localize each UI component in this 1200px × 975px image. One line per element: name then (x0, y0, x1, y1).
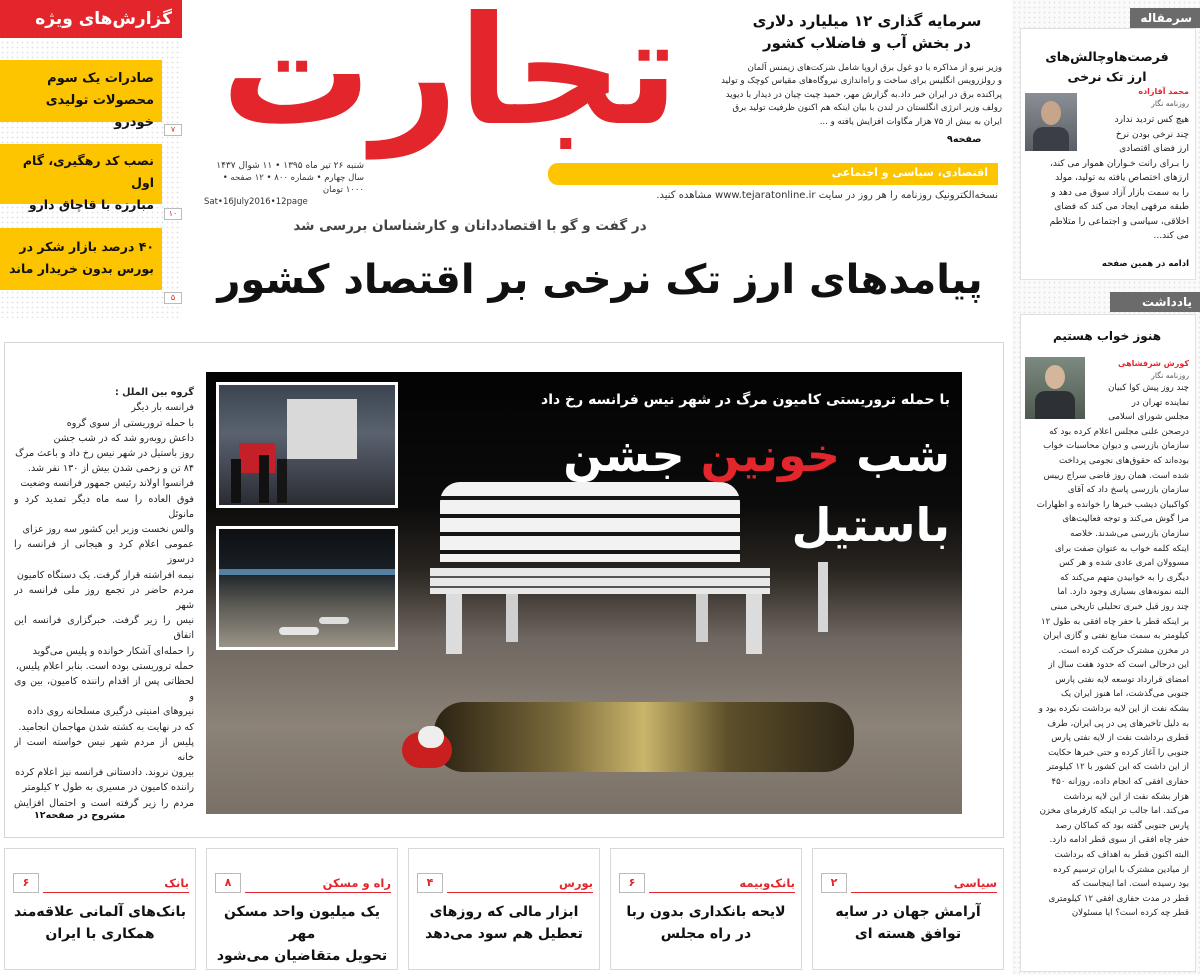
tagline-bar (548, 163, 998, 185)
top-story[interactable] (712, 10, 1002, 160)
tagline-text: اقتصادی، سیاسی و اجتماعی (831, 166, 988, 179)
inset-photo-truck (216, 382, 398, 508)
editorial-more-link[interactable]: ادامه در همین صفحه (1101, 259, 1189, 269)
note-author: کورش شرفشاهی (1118, 359, 1189, 368)
top-story-page-ref: صفحه۹ (947, 134, 982, 145)
headline-part-1: شب (856, 428, 950, 482)
issue-number: سال چهارم • شماره ۸۰۰ • ۱۲ صفحه • ۱۰۰۰ تومان (222, 173, 364, 195)
issue-date-block (204, 160, 364, 207)
card-category: سیاسی (851, 873, 997, 893)
card-category: بانک (43, 873, 189, 893)
photo-story-kicker: با حمله تروریستی کامیون مرگ در شهر نیس فرانسه رخ داد (541, 392, 950, 408)
editorial-box[interactable] (1020, 28, 1196, 280)
bottom-card-stock[interactable] (408, 848, 600, 970)
editorial-title: فرصت‌هاوچالش‌های ارز تک نرخی (1045, 49, 1169, 84)
card-headline: بانک‌های آلمانی علاقه‌مند همکاری با ایران (13, 904, 187, 942)
main-headline[interactable]: پیامدهای ارز تک نرخی بر اقتصاد کشور (217, 257, 983, 303)
note-role: روزنامه نگار (1151, 371, 1189, 380)
note-body: چند روز پیش کوا کبیان نماینده تهران در مجلس شورای اسلامی درصحن علنی مجلس اعلام کرده بود که سازمان بازرسی و دیوان محاسبات خواب بوده‌اند که حقوق‌های نجومی پرداخت شده است. همان روز قاضی سراج رییس سازمان بازرسی پاسخ داد که آقای کواکبیان دیشب‌ خبرها را خوانده و اظهارات مرا گوش می‌کند و توجه فعالیت‌های سازمان بازرسی می‌شدند. خلاصه اینکه کلمه خواب به عنوان صفت برای مسوولان امری عادی شده و هر کس دیگری را به خوابیدن متهم می‌کند که البته نمونه‌های بسیاری وجود دارد. اما چند روز قبل خبری تحلیلی تاریخی مبنی بر اینکه قطر با حفر چاه افقی به طول ۱۲ کیلومتر به سمت منابع نفتی و گازی ایران در مخزن مشترک حرکت کرده است. این درحالی است که حدود هفت سال از امضای قرارداد توسعه لایه نفتی پارس جنوبی می‌گذشت، اما هنوز ایران یک بشکه نفت از این لایه برداشت نکرده بود و به دلیل تاخیرهای پی در پی ایران، طرف قطری برداشت نفت از لایه نفتی پارس جنوبی را آغاز کرده و حتی خبرها حکایت از این داشت که این کشور با ۱۲ کیلومتر حفاری افقی که انجام داده، روزانه ۴۵۰ هزار بشکه نفت از این لایه برداشت می‌کند. اما جالب‌ تر اینکه کارفرمای مخزن پارس جنوبی گفته بود که کماکان رصد حفر چاه افقی از سوی قطر ادامه دارد. البته اکنون قطر به اهداف که برداشت از میادین مشترک با ایران ترسیم کرده بود رسیده است. اما اینجاست که قطر در مدت حفاری افقی ۱۲ کیلومتری قطر چه کرده است؟ ایا مسئولان (1036, 383, 1189, 919)
special-reports-title: گزارش‌های ویژه (0, 0, 182, 38)
left-article-continued[interactable]: مشروح در صفحه۱۲ (34, 810, 126, 821)
issue-date-en: Sat•16July2016•12page (204, 197, 308, 207)
editorial-body: هیچ کس تردید ندارد چند نرخی بودن نرخ ارز فضای اقتصادی را بـرای رانت خـواران هموار می کند، ارزهای اختصاص یافته به تولید، مولد را به سمت بازار آزاد سوق می دهد و طبقه مرفهی ایجاد می کند که فضای اخلاقی، سیاسی و اجتماعی را متلاطم می کند... (1049, 115, 1189, 241)
card-headline: یک میلیون واحد مسکن مهر تحویل متقاضیان می‌شود (216, 904, 388, 964)
report-title: صادرات یک سوم محصولات تولیدی خودرو (45, 71, 154, 130)
special-reports-panel (0, 0, 182, 318)
card-headline: آرامش جهان در سایه توافق هسته ای (835, 904, 981, 942)
bench-seat (430, 568, 770, 594)
report-page-number: ۷ (164, 124, 182, 136)
card-headline: لایحه بانکداری بدون ربا در راه مجلس (626, 904, 786, 942)
card-page-number: ۶ (13, 873, 39, 893)
report-page-number: ۵ (164, 292, 182, 304)
report-title: نصب کد رهگیری، گام اول مبارزه با قاچاق دارو (22, 153, 154, 212)
bench-leg (746, 594, 762, 654)
card-page-number: ۶ (619, 873, 645, 893)
card-headline: ابزار مالی که روزهای تعطیل هم سود می‌دهد (425, 904, 583, 942)
logo-text: تجارت (221, 2, 679, 159)
bottom-card-bank-insurance[interactable] (610, 848, 802, 970)
card-page-number: ۴ (417, 873, 443, 893)
editorial-tag: سرمقاله (1130, 8, 1200, 28)
bottom-card-bank[interactable] (4, 848, 196, 970)
inset-photo-promenade (216, 526, 398, 650)
note-tag: یادداشت (1110, 292, 1200, 312)
editorial-author: محمد آقازاده (1138, 87, 1189, 96)
report-card-3[interactable] (0, 228, 162, 290)
headline-part-2: جشن باستیل (563, 428, 950, 552)
top-story-body: وزیر نیرو از مذاکره با دو غول برق اروپا شامل شرکت‌های زیمنس آلمان و رولزرویس انگلیس برای ساخت و راه‌اندازی نیروگاه‌های مقیاس کوچک و تولید پراکنده برق در ایران خبر داد.به گزارش مهر، حمید چیت چیان در دیدار با دیوید رولف وزیر انرژی انگلستان در لندن با بیان اینکه هم اکنون ظرفیت تولید برق ایران به بیش از ۷۵ هزار مگاوات افزایش یافته و ... (721, 63, 1002, 127)
bench-leg (506, 594, 518, 642)
left-article-byline: گروه بین الملل : (115, 387, 194, 399)
note-title: هنوز خواب هستیم (1052, 329, 1162, 343)
left-article-text: فرانسه بار دیگر با حمله تروریستی از سوی گروه داعش روبه‌رو شد که در شب جشن روز باستیل در شهر نیس رخ داد و باعث مرگ ۸۴ تن و زخمی شدن بیش از ۱۳۰ نفر شد. فرانسوا اولاند رئیس جمهور فرانسه وضعیت فوق العاده را سه ماه دیگر تمدید کرد و مانوئل والس نخست وزیر این کشور سه روز عزای عمومی اعلام کرد و هیجانی از فرانسه را درسوز نیمه افراشته قرار گرفت. یک دستگاه کامیون مردم حاضر در تجمع روز ملی فرانسه در شهر نیس را زیر گرفت. خبرگزاری فرانسه این اتفاق را حمله‌ای آشکار خوانده و پلیس می‌گوید حمله تروریستی بوده است. بنابر اعلام پلیس، لحظاتی پس از اقدام راننده کامیون، بین وی و نیروهای امنیتی درگیری مسلحانه روی داده که در نهایت به کشته شدن مهاجمان انجامید. پلیس از مردم شهر نیس خواسته است از خانه بیرون نروند. دادستانی فرانسه نیز اعلام کرده راننده کامیون در مسیری به طول ۲ کیلومتر مردم را زیر گرفته است و احتمال افزایش (14, 402, 194, 809)
bottom-card-road-housing[interactable] (206, 848, 398, 970)
main-headline-kicker: در گفت و گو با اقتصاددانان و کارشناسان بررسی شد (293, 218, 647, 234)
report-card-2[interactable] (0, 144, 162, 212)
card-category: بانک‌وبیمه (649, 873, 795, 893)
bottom-card-politics[interactable] (812, 848, 1004, 970)
editorial-role: روزنامه نگار (1151, 99, 1189, 108)
report-card-1[interactable] (0, 60, 162, 130)
bench-leg (446, 594, 462, 654)
card-category: بورس (447, 873, 593, 893)
headline-highlight: خونین (700, 428, 841, 482)
covered-body (434, 702, 854, 772)
newspaper-logo (196, 2, 704, 160)
card-page-number: ۲ (821, 873, 847, 893)
card-category: راه و مسکن (245, 873, 391, 893)
report-page-number: ۱۰ (164, 208, 182, 220)
bench-leg (696, 594, 708, 642)
top-story-headline: سرمایه گذاری ۱۲ میلیارد دلاری در بخش آب و فاضلاب کشور (752, 12, 982, 52)
white-object (418, 726, 444, 748)
report-title: ۴۰ درصد بازار شکر در بورس بدون خریدار ماند (9, 239, 154, 276)
bench-leg (818, 562, 828, 632)
left-article[interactable] (14, 370, 194, 832)
left-article-body (14, 370, 194, 810)
card-page-number: ۸ (215, 873, 241, 893)
website-line[interactable]: نسخه‌الکترونیک روزنامه را هر روز در سایت www.tejaratonline.ir مشاهده کنید. (656, 190, 998, 201)
photo-story-headline[interactable] (420, 420, 950, 560)
note-box[interactable] (1020, 314, 1196, 972)
issue-date-fa: شنبه ۲۶ تیر ماه ۱۳۹۵ • ۱۱ شوال ۱۴۳۷ (216, 161, 364, 171)
